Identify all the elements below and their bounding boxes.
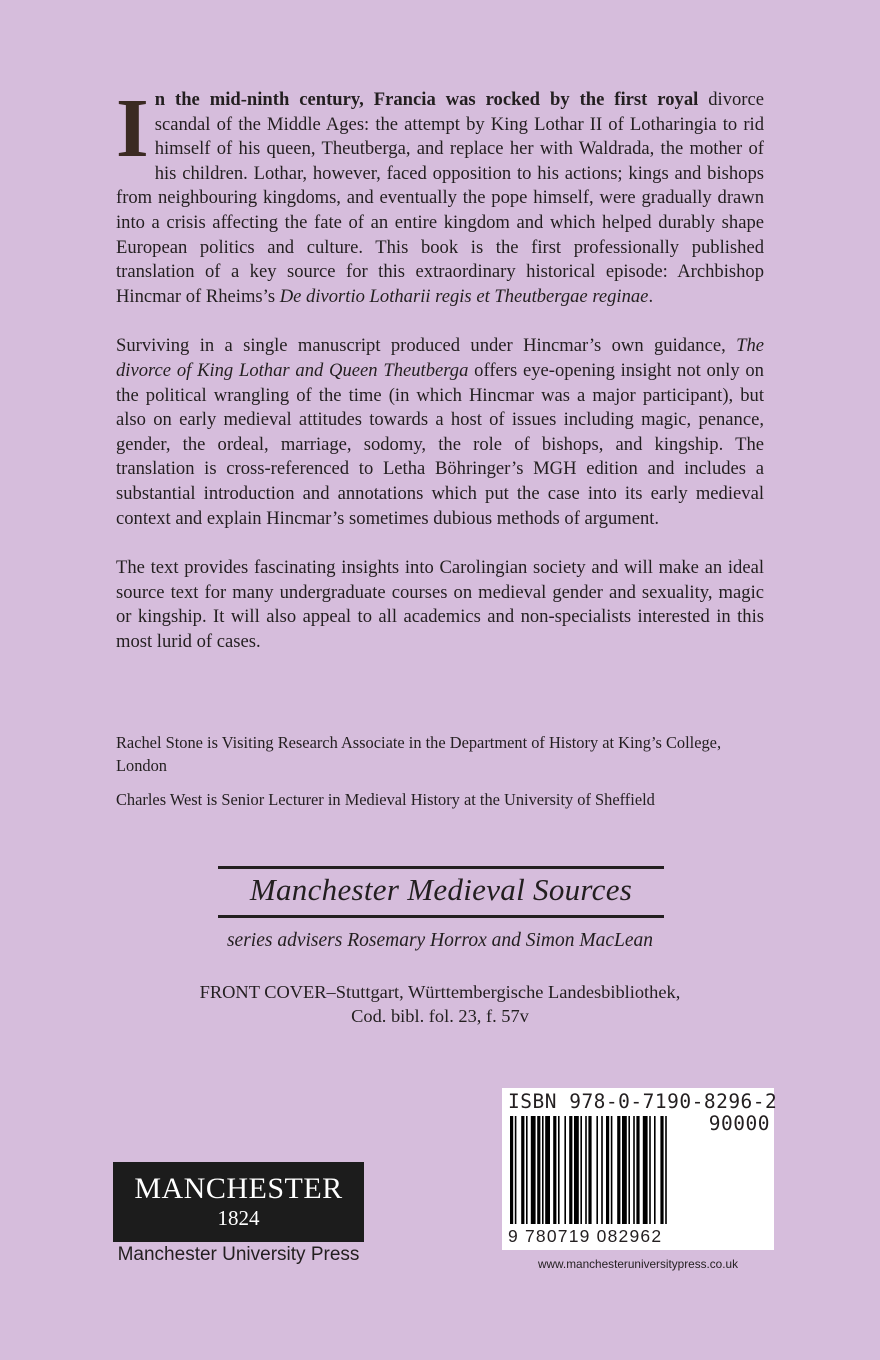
- barcode-bar: [601, 1116, 603, 1224]
- english-title: The divorce of King Lothar and Queen Theutberga: [116, 335, 764, 381]
- blurb: [116, 82, 764, 679]
- barcode-bar: [654, 1116, 656, 1224]
- isbn-barcode: [502, 1088, 778, 1250]
- lead-text: n the mid-ninth century, Francia was rocked by the first royal: [154, 89, 699, 110]
- barcode-bars: [508, 1116, 768, 1228]
- barcode-bar: [553, 1116, 556, 1224]
- barcode-bar: [545, 1116, 550, 1224]
- barcode-bar: [596, 1116, 598, 1224]
- barcode-bar: [649, 1116, 651, 1224]
- bio-rachel-stone: Rachel Stone is Visiting Research Associate in the Department of History at King’s College, London: [116, 733, 722, 775]
- press-name: Manchester University Press: [117, 1244, 360, 1265]
- barcode-bar: [580, 1116, 582, 1224]
- cover-credit-line-1: FRONT COVER–Stuttgart, Württembergische Landesbibliothek,: [199, 982, 681, 1002]
- series-rule-bottom: [218, 915, 664, 918]
- isbn-text: ISBN 978-0-7190-8296-2: [508, 1090, 778, 1113]
- barcode-bar: [611, 1116, 613, 1224]
- blurb-p2-start: Surviving in a single manuscript produced under Hincmar’s own guidance,: [116, 335, 737, 357]
- barcode-bar: [542, 1116, 544, 1224]
- publisher-website: www.manchesteruniversitypress.co.uk: [538, 1257, 738, 1271]
- barcode-bar: [660, 1116, 663, 1224]
- barcode-bar: [531, 1116, 536, 1224]
- series-title: Manchester Medieval Sources: [249, 872, 633, 907]
- barcode-bar: [633, 1116, 635, 1224]
- latin-title: De divortio Lotharii regis et Theutbergae reginae: [279, 285, 649, 307]
- barcode-bar: [564, 1116, 566, 1224]
- barcode-bar: [665, 1116, 667, 1224]
- cover-credit: [0, 980, 880, 1028]
- author-bios: [116, 732, 764, 824]
- barcode-bar: [515, 1116, 517, 1224]
- logo-name: MANCHESTER: [134, 1172, 343, 1205]
- barcode-bar: [537, 1116, 540, 1224]
- barcode-bar: [606, 1116, 609, 1224]
- blurb-p1-body: divorce scandal of the Middle Ages: the attempt by King Lothar II of Lotharingia to rid himself of his queen, Theutberga, and replace her with Waldrada, the mother of his children. Lothar, however, faced opposition to his actions; kings and bishops from neighbouring kingdoms, and eventually the pope himself, were gradually drawn into a crisis affecting the fate of an entire kingdom and which helped durably shape European politics and culture. This book is the first professionally published translation of a key source for this extraordinary historical episode: Archbishop Hincmar of Rheims’s: [116, 89, 764, 307]
- blurb-p1-end: .: [648, 285, 654, 307]
- barcode-bar: [558, 1116, 560, 1224]
- blurb-paragraph-3: The text provides fascinating insights into Carolingian society and will make an ideal source text for many undergraduate courses on medieval gender and sexuality, magic or kingship. It will also appeal to all academics and non-specialists interested in this most lurid of cases.: [116, 557, 764, 652]
- blurb-paragraph-1: [116, 82, 764, 309]
- barcode-bar: [521, 1116, 524, 1224]
- ean-digits: 9 780719 082962: [508, 1226, 663, 1246]
- barcode-bar: [510, 1116, 513, 1224]
- blurb-p2-body: offers eye-opening insight not only on the political wrangling of the time (in which Hincmar was a major participant), but also on early medieval attitudes towards a host of issues including magic, penance, gender, the ordeal, marriage, sodomy, the role of bishops, and kingship. The translation is cross-referenced to Letha Böhringer’s MGH edition and includes a substantial introduction and annotations which put the case into its early medieval context and explain Hincmar’s sometimes dubious methods of argument.: [116, 359, 764, 529]
- drop-cap: I: [116, 82, 149, 175]
- logo-year: 1824: [217, 1206, 260, 1230]
- publisher-logo: [113, 1162, 364, 1242]
- series-rule-top: [218, 866, 664, 869]
- barcode-bar: [585, 1116, 587, 1224]
- barcode-bar: [643, 1116, 648, 1224]
- price-code: 90000: [708, 1112, 770, 1135]
- barcode-bar: [636, 1116, 639, 1224]
- barcode-bar: [526, 1116, 528, 1224]
- barcode-bar: [569, 1116, 572, 1224]
- barcode-bar: [617, 1116, 620, 1224]
- barcode-bar: [574, 1116, 579, 1224]
- barcode-bar: [588, 1116, 591, 1224]
- series-advisers: series advisers Rosemary Horrox and Simon MacLean: [226, 930, 654, 951]
- blurb-paragraph-2: [116, 334, 764, 531]
- bio-charles-west: Charles West is Senior Lecturer in Medieval History at the University of Sheffield: [116, 790, 655, 809]
- barcode-bar: [622, 1116, 627, 1224]
- cover-credit-line-2: Cod. bibl. fol. 23, f. 57v: [351, 1006, 529, 1026]
- barcode-bar: [628, 1116, 630, 1224]
